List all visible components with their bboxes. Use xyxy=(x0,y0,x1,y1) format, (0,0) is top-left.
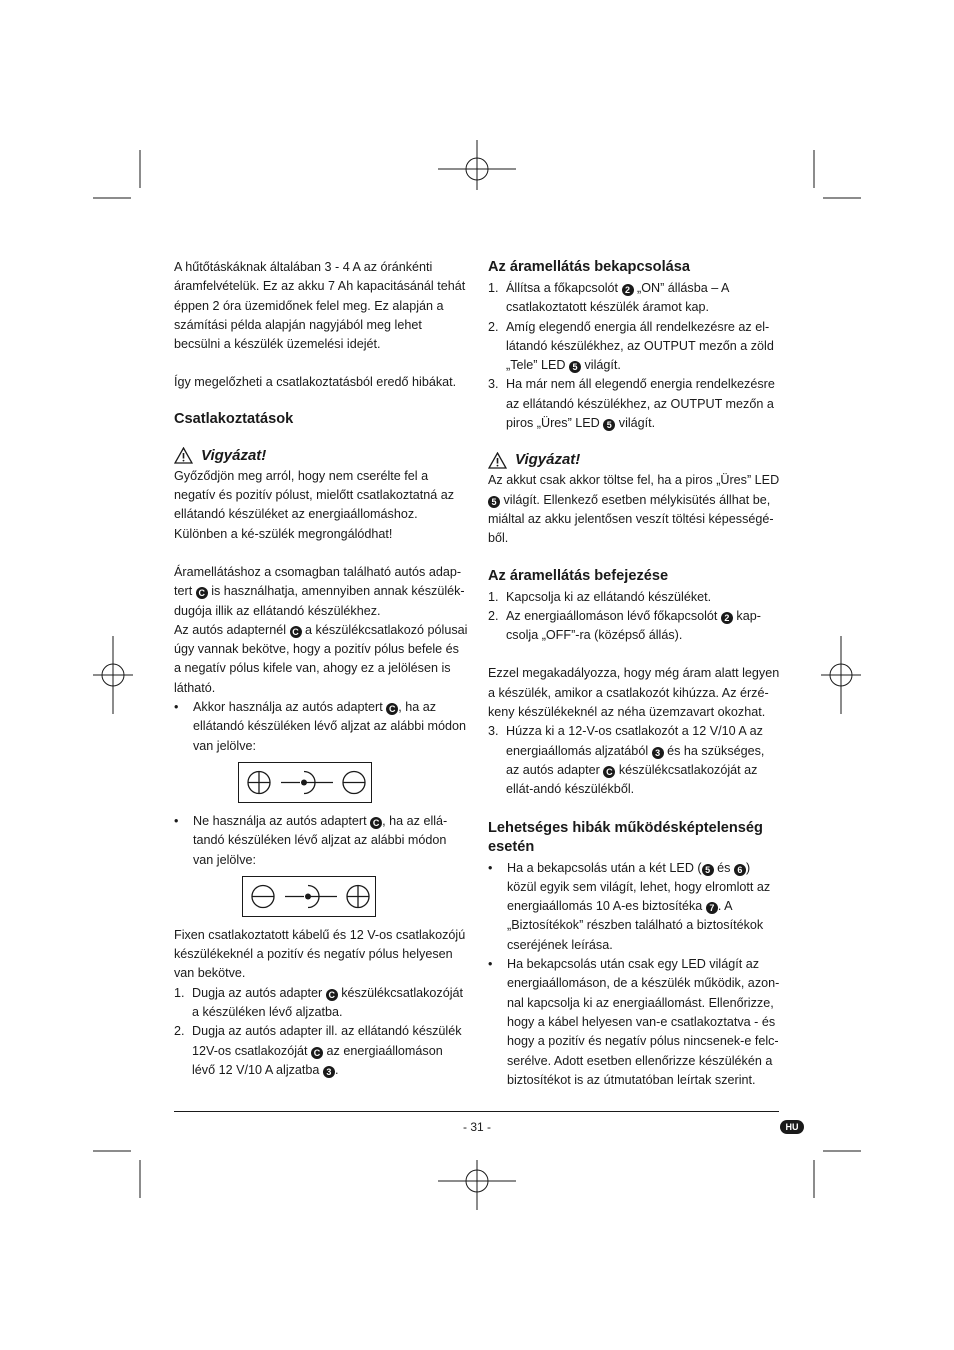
power-off-heading: Az áramellátás befejezése xyxy=(488,567,669,584)
marker-3: 3 xyxy=(323,1066,335,1078)
fixed-cable-paragraph: Fixen csatlakoztatott kábelű és 12 V-os csatlakozójú készülékeknél a pozitív és negatív pólus helyesen van bekötve. xyxy=(174,927,466,981)
list-item: 1. Kapcsolja ki az ellátandó készüléket. xyxy=(488,589,712,604)
connections-heading: Csatlakoztatások xyxy=(174,410,294,427)
polarity-symbol-center-positive xyxy=(238,762,372,804)
list-item: 2. Dugja az autós adapter ill. az ellátandó készülék 12V-os csatlakozóját C az energiaállomáson lévő 12 V/10 A aljzatba 3 . xyxy=(174,1024,462,1077)
faults-heading: Lehetséges hibák működésképtelenség esetén xyxy=(488,819,763,855)
adapter-paragraph: Áramellátáshoz a csomagban található autós adap-tert C is használhatja, amennyiben annak készülék-dugója illik az ellátandó készülékhez. xyxy=(174,564,465,618)
intro-paragraph: A hűtőtáskáknak általában 3 - 4 A az óránkénti áramfelvételük. Ez az akku 7 Ah kapacitásánál tehát éppen 2 óra üzemidőnek felel meg. Ez alapján a számítási példa alapján nagyjából meg lehet becsülni a készülék üzemelési idejét. xyxy=(174,260,466,352)
warning-title xyxy=(488,450,780,470)
list-item: 1. Állítsa a főkapcsolót 2 „ON” állásba – A csatlakoztatott készülék áramot kap. xyxy=(488,281,729,315)
polarity-symbol-center-negative xyxy=(242,876,376,918)
page-number: - 31 - xyxy=(462,1120,491,1134)
marker-c: C xyxy=(370,817,382,829)
warning-title-text: Vigyázat! xyxy=(515,451,581,469)
marker-c: C xyxy=(386,703,398,715)
list-item: 1. Dugja az autós adapter C készülékcsatlakozóját a készüléken lévő aljzatba. xyxy=(174,985,464,1020)
intro-note: Így megelőzheti a csatlakoztatásból eredő hibákat. xyxy=(174,375,457,390)
list-item: 3. Ha már nem áll elegendő energia rendelkezésre az ellátandó készülékhez, az OUTPUT mezőn a piros „Üres” LED 5 világít. xyxy=(488,377,775,431)
warning-text: Győződjön meg arról, hogy nem cserélte fel a negatív és pozitív pólust, mielőtt csatlakoztatná az ellátandó készüléket az energiaállomáshoz. Különben a ké-szülék megrongálódhat! xyxy=(174,468,455,541)
warning-title-text: Vigyázat! xyxy=(201,446,267,464)
marker-c: C xyxy=(196,587,208,599)
footer-divider xyxy=(174,1111,779,1112)
warning-title xyxy=(174,446,468,466)
marker-c: C xyxy=(311,1047,323,1059)
power-off-note: Ezzel megakadályozza, hogy még áram alatt legyen a készülék, amikor a csatlakozót kihúzza. Az érzé-keny készülékeknél az néha üzemzavart okozhat. xyxy=(488,666,780,720)
list-item: 2. Az energiaállomáson lévő főkapcsolót 2 kap-csolja „OFF”-ra (középső állás). xyxy=(488,608,761,643)
list-item: • Ne használja az autós adaptert C , ha az ellá-tandó készüléken lévő aljzat az alábbi módon van jelölve: xyxy=(174,813,448,867)
warning-triangle-icon xyxy=(174,447,193,464)
right-column xyxy=(488,258,780,1090)
marker-c: C xyxy=(290,626,302,638)
language-badge: HU xyxy=(780,1120,804,1134)
list-item: 2. Amíg elegendő energia áll rendelkezésre az el-látandó készülékhez, az OUTPUT mezőn a zöld „Tele” LED 5 világít. xyxy=(488,319,774,373)
marker-c: C xyxy=(326,989,338,1001)
polarity-paragraph: Az autós adapternél C a készülékcsatlakozó pólusai úgy vannak bekötve, hogy a pozitív pólus befele és a negatív pólus kifele van, ahogy ez a jelölésen is látható. xyxy=(174,622,468,695)
list-item: 3. Húzza ki a 12-V-os csatlakozót a 12 V/10 A az energiaállomás aljzatából 3 és ha szükséges, az autós adapter C készülékcsatlakozóját az ellát-andó készülékből. xyxy=(488,724,765,797)
left-column xyxy=(174,258,468,1080)
list-item: • Ha bekapcsolás után csak egy LED világít az energiaállomáson, de a készülék működik, azon-nal kapcsolja ki az energiaállomást. Ellenőrizze, hogy a kábel helyesen van-e csatlakoztatva - és hogy a pozitív és negatív pólus nincsenek-e felc-serélve. Adott esetben ellenőrizze készülékén a biztosítékot is az útmutatóban leírtak szerint. xyxy=(488,957,780,1087)
list-item: • Akkor használja az autós adaptert C , ha az ellátandó készüléken lévő aljzat az alábbi módon van jelölve: xyxy=(174,700,467,753)
warning-text: Az akkut csak akkor töltse fel, ha a piros „Üres” LED 5 világít. Ellenkező esetben mélykisütés állhat be, miáltal az akku jelentősen veszít töltési képességé-ből. xyxy=(488,473,780,546)
warning-triangle-icon xyxy=(488,452,507,469)
list-item: • Ha a bekapcsolás után a két LED ( 5 és 6 ) közül egyik sem világít, lehet, hogy elromlott az energiaállomás 10 A-es biztosítéka 7 . A „Biztosítékok” részben található a biztosítékok cseréjének leírása. xyxy=(488,860,771,952)
power-on-heading: Az áramellátás bekapcsolása xyxy=(488,259,690,275)
